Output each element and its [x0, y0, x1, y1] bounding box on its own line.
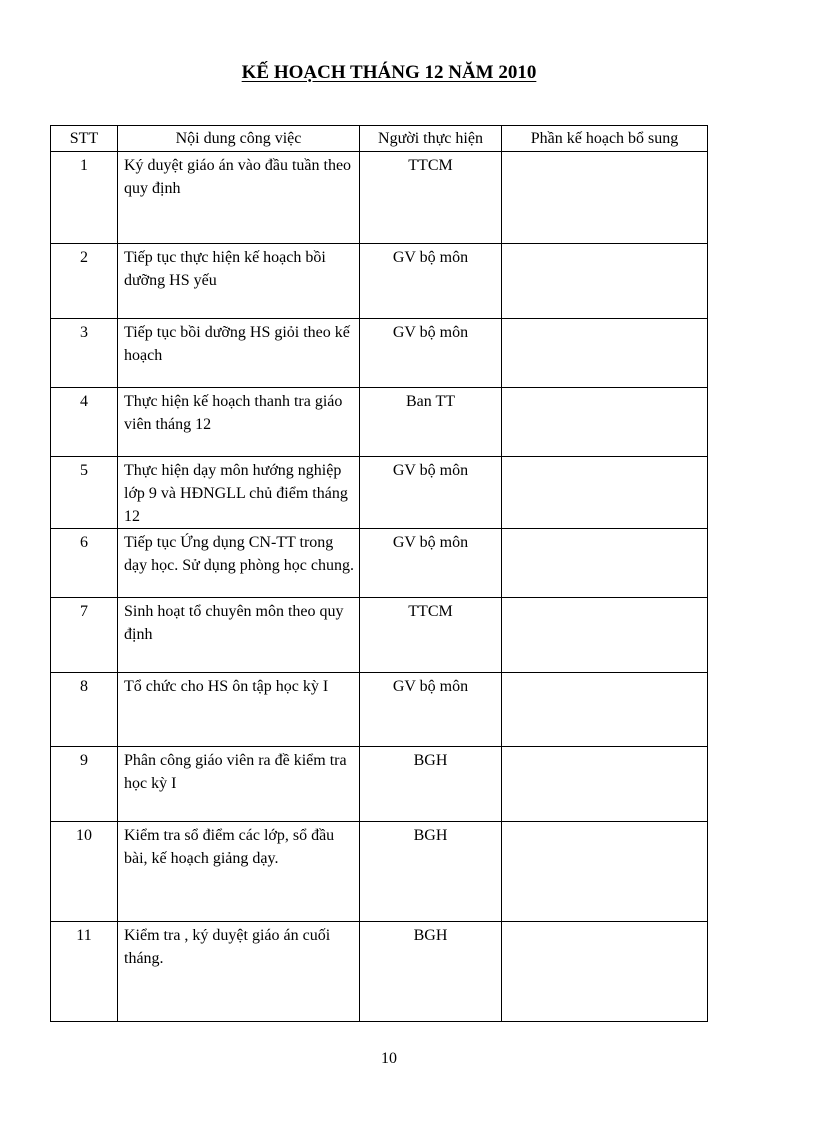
- table-row: [51, 319, 708, 388]
- table-row: [51, 388, 708, 457]
- row-stt: 8: [51, 673, 118, 747]
- column-header-extra: Phần kế hoạch bổ sung: [502, 126, 708, 152]
- row-extra: [502, 319, 708, 388]
- plan-table: [50, 125, 708, 1022]
- document-title: KẾ HOẠCH THÁNG 12 NĂM 2010: [241, 62, 537, 83]
- row-person: GV bộ môn: [360, 457, 502, 529]
- row-content: Sinh hoạt tổ chuyên môn theo quy định: [118, 598, 360, 673]
- row-stt: 7: [51, 598, 118, 673]
- row-content: Tiếp tục Ứng dụng CN-TT trong dạy học. Sử dụng phòng học chung.: [118, 529, 360, 598]
- row-person: BGH: [360, 922, 502, 1022]
- column-header-content: Nội dung công việc: [118, 126, 360, 152]
- row-stt: 5: [51, 457, 118, 529]
- table-row: [51, 747, 708, 822]
- table-row: [51, 922, 708, 1022]
- table-row: [51, 598, 708, 673]
- row-extra: [502, 922, 708, 1022]
- table-row: [51, 673, 708, 747]
- row-extra: [502, 457, 708, 529]
- table-row: [51, 822, 708, 922]
- row-person: GV bộ môn: [360, 319, 502, 388]
- row-stt: 6: [51, 529, 118, 598]
- row-person: GV bộ môn: [360, 244, 502, 319]
- table-row: [51, 152, 708, 244]
- page-number: 10: [381, 1050, 397, 1067]
- row-extra: [502, 152, 708, 244]
- row-stt: 4: [51, 388, 118, 457]
- row-extra: [502, 388, 708, 457]
- row-content: Tiếp tục thực hiện kế hoạch bồi dưỡng HS yếu: [118, 244, 360, 319]
- row-extra: [502, 244, 708, 319]
- table-row: [51, 457, 708, 529]
- row-stt: 10: [51, 822, 118, 922]
- row-person: BGH: [360, 822, 502, 922]
- row-stt: 2: [51, 244, 118, 319]
- row-person: GV bộ môn: [360, 673, 502, 747]
- row-content: Tổ chức cho HS ôn tập học kỳ I: [118, 673, 360, 747]
- table-row: [51, 529, 708, 598]
- row-content: Kiểm tra sổ điểm các lớp, sổ đầu bài, kế hoạch giảng dạy.: [118, 822, 360, 922]
- row-extra: [502, 747, 708, 822]
- row-person: TTCM: [360, 598, 502, 673]
- row-content: Ký duyệt giáo án vào đầu tuần theo quy định: [118, 152, 360, 244]
- row-content: Tiếp tục bồi dưỡng HS giỏi theo kế hoạch: [118, 319, 360, 388]
- row-stt: 1: [51, 152, 118, 244]
- row-stt: 3: [51, 319, 118, 388]
- row-content: Phân công giáo viên ra đề kiểm tra học kỳ I: [118, 747, 360, 822]
- row-person: TTCM: [360, 152, 502, 244]
- row-person: BGH: [360, 747, 502, 822]
- column-header-stt: STT: [51, 126, 118, 152]
- row-content: Thực hiện dạy môn hướng nghiệp lớp 9 và HĐNGLL chủ điểm tháng 12: [118, 457, 360, 529]
- row-extra: [502, 822, 708, 922]
- row-content: Thực hiện kế hoạch thanh tra giáo viên tháng 12: [118, 388, 360, 457]
- row-person: GV bộ môn: [360, 529, 502, 598]
- table-header-row: [51, 126, 708, 152]
- table-row: [51, 244, 708, 319]
- row-extra: [502, 673, 708, 747]
- row-extra: [502, 529, 708, 598]
- row-stt: 11: [51, 922, 118, 1022]
- row-extra: [502, 598, 708, 673]
- row-person: Ban TT: [360, 388, 502, 457]
- column-header-person: Người thực hiện: [360, 126, 502, 152]
- row-stt: 9: [51, 747, 118, 822]
- row-content: Kiểm tra , ký duyệt giáo án cuối tháng.: [118, 922, 360, 1022]
